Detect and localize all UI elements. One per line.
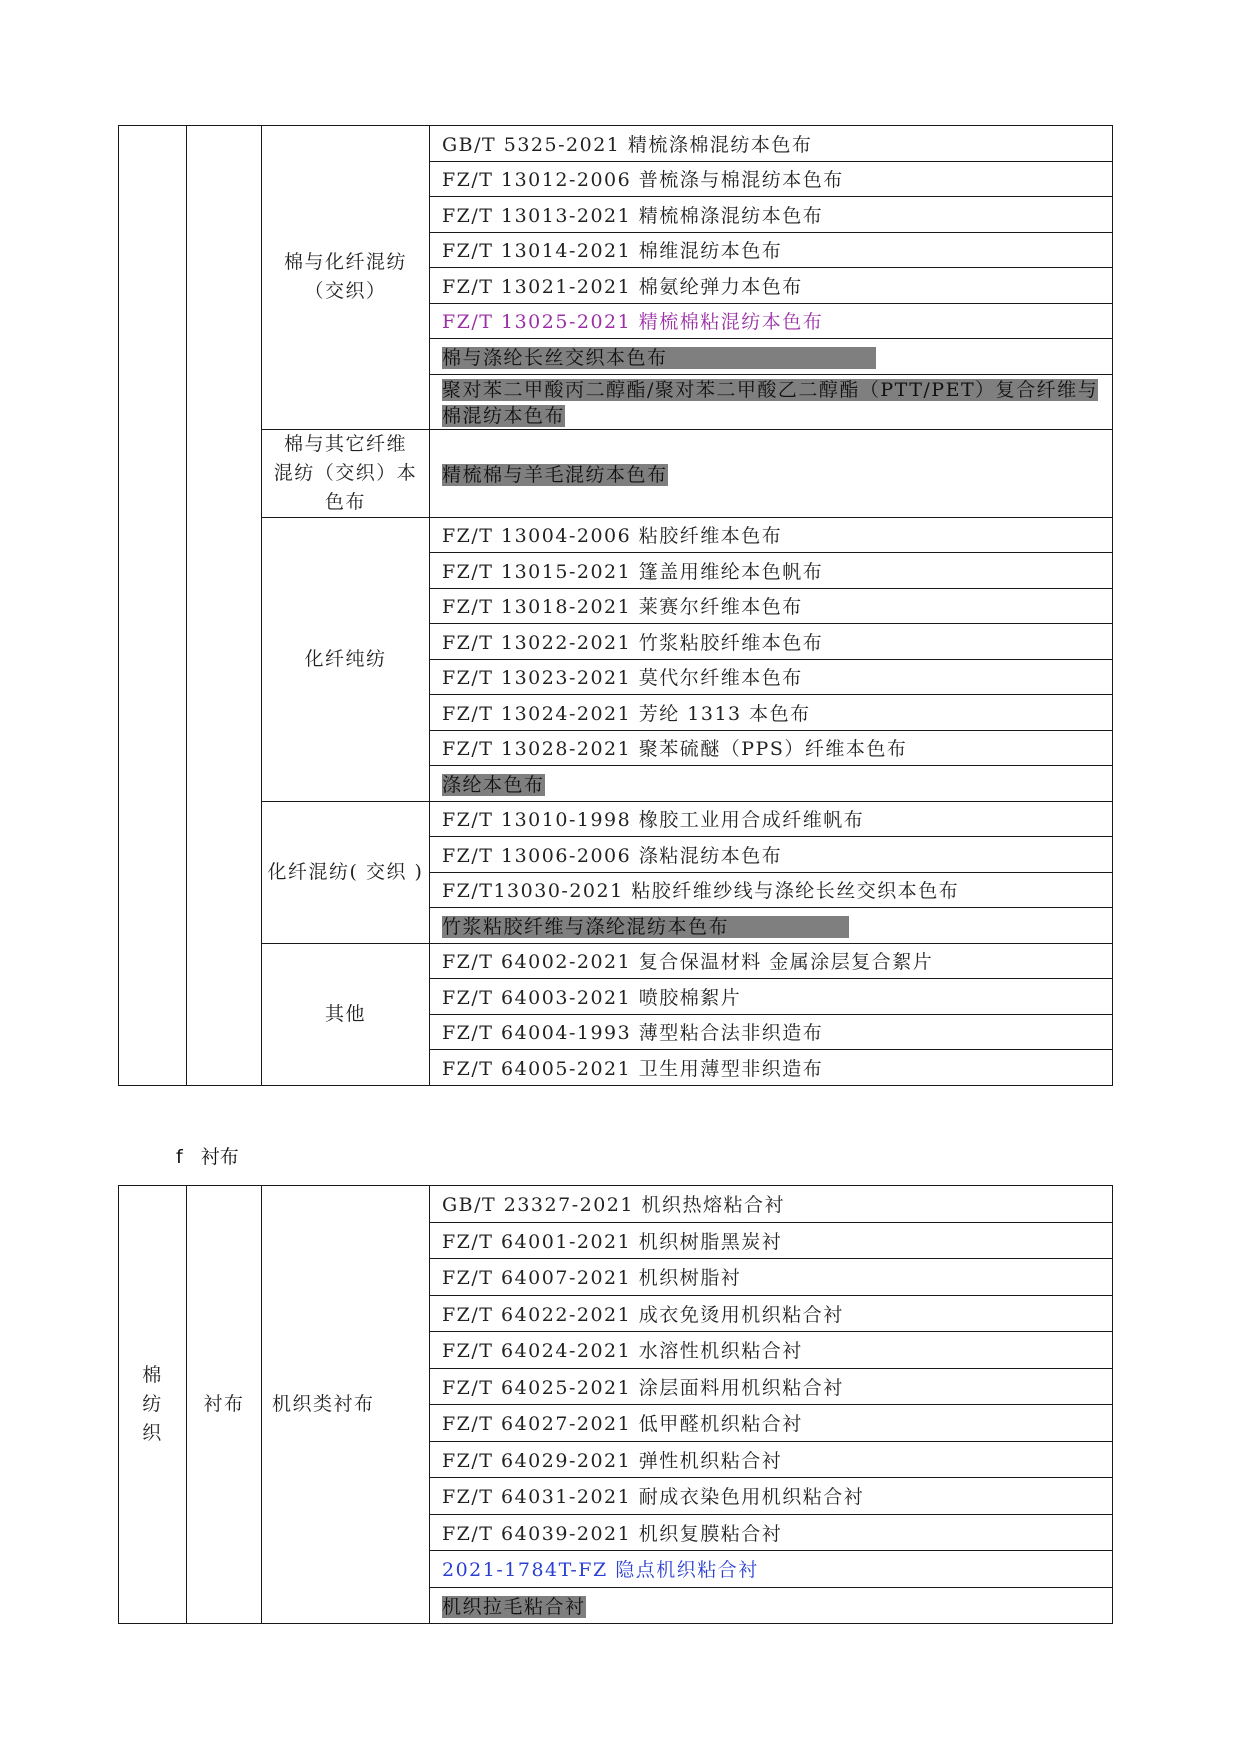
standard-cell: [430, 1186, 1113, 1223]
standard-cell: [430, 1295, 1113, 1332]
standard-text: 2021-1784T-FZ 隐点机织粘合衬: [442, 1559, 759, 1582]
category-cell-cotton: 棉 纺 织: [119, 1186, 187, 1624]
standard-text: FZ/T 64004-1993 薄型粘合法非织造布: [442, 1022, 824, 1045]
standard-cell: [430, 943, 1113, 979]
standard-text: FZ/T 13024-2021 芳纶 1313 本色布: [442, 702, 811, 725]
standard-cell: [430, 1551, 1113, 1588]
standard-cell: [430, 303, 1113, 339]
standard-cell: [430, 1368, 1113, 1405]
standard-cell: [430, 1514, 1113, 1551]
standard-cell: [430, 979, 1113, 1015]
category-cell: 棉与其它纤维 混纺（交织）本 色布: [262, 429, 430, 517]
standard-text: FZ/T 64029-2021 弹性机织粘合衬: [442, 1449, 783, 1472]
standard-cell: [430, 1050, 1113, 1086]
standard-text: FZ/T 13006-2006 涤粘混纺本色布: [442, 844, 783, 867]
standard-cell: [430, 730, 1113, 766]
standard-cell: [430, 1222, 1113, 1259]
standard-cell: [430, 126, 1113, 162]
standard-cell: [430, 1587, 1113, 1624]
standard-text: FZ/T 13018-2021 莱赛尔纤维本色布: [442, 596, 803, 619]
table-row: [119, 943, 1113, 979]
standard-text: 机织拉毛粘合衬: [442, 1595, 586, 1618]
standard-cell: [430, 1014, 1113, 1050]
standard-text: FZ/T 64024-2021 水溶性机织粘合衬: [442, 1340, 803, 1363]
empty-cell-col1: [119, 126, 187, 1086]
standard-text: FZ/T 64039-2021 机织复膜粘合衬: [442, 1522, 783, 1545]
standard-text: FZ/T 13015-2021 篷盖用维纶本色帆布: [442, 560, 824, 583]
category-cell: 化纤混纺( 交织 ): [262, 801, 430, 943]
standard-text: FZ/T 13025-2021 精梳棉粘混纺本色布: [442, 311, 824, 334]
standard-cell: [430, 1332, 1113, 1369]
table-row: [119, 1186, 1113, 1223]
standard-cell: [430, 1478, 1113, 1515]
standard-text: FZ/T 13010-1998 橡胶工业用合成纤维帆布: [442, 809, 865, 832]
category-cell: 其他: [262, 943, 430, 1085]
standard-cell: [430, 872, 1113, 908]
standard-text: FZ/T 64025-2021 涂层面料用机织粘合衬: [442, 1376, 844, 1399]
standard-text: FZ/T 13014-2021 棉维混纺本色布: [442, 240, 783, 263]
standard-cell: [430, 908, 1113, 944]
standard-text: FZ/T 64005-2021 卫生用薄型非织造布: [442, 1057, 824, 1080]
standard-text: 竹浆粘胶纤维与涤纶混纺本色布: [442, 916, 849, 938]
standard-text: 棉与涤纶长丝交织本色布: [442, 347, 876, 369]
standard-cell: [430, 624, 1113, 660]
standard-text: FZ/T 64027-2021 低甲醛机织粘合衬: [442, 1413, 803, 1436]
standard-text: FZ/T 64022-2021 成衣免烫用机织粘合衬: [442, 1303, 844, 1326]
standard-cell: [430, 553, 1113, 589]
standard-text: GB/T 5325-2021 精梳涤棉混纺本色布: [442, 133, 813, 156]
standards-table-2: [118, 1185, 1113, 1624]
standard-cell: [430, 268, 1113, 304]
standard-cell: [430, 695, 1113, 731]
standard-text: 聚对苯二甲酸丙二醇酯/聚对苯二甲酸乙二醇酯（PTT/PET）复合纤维与棉混纺本色布: [442, 378, 1099, 427]
standard-text: FZ/T 13028-2021 聚苯硫醚（PPS）纤维本色布: [442, 738, 908, 761]
standard-cell: [430, 659, 1113, 695]
table-row: [119, 517, 1113, 553]
category-cell-interlining: 衬布: [187, 1186, 262, 1624]
standard-cell: [430, 517, 1113, 553]
standard-cell: [430, 837, 1113, 873]
section-title: 衬布: [200, 1146, 239, 1168]
standard-cell: [430, 429, 1113, 517]
category-cell-woven: 机织类衬布: [262, 1186, 430, 1624]
standard-text: GB/T 23327-2021 机织热熔粘合衬: [442, 1194, 786, 1217]
standard-text: FZ/T13030-2021 粘胶纤维纱线与涤纶长丝交织本色布: [442, 880, 960, 903]
standard-cell: [430, 801, 1113, 837]
standard-text: 涤纶本色布: [442, 773, 545, 796]
standard-cell: [430, 588, 1113, 624]
table-row: [119, 801, 1113, 837]
standard-cell: [430, 197, 1113, 233]
standard-text: FZ/T 64007-2021 机织树脂衬: [442, 1267, 742, 1290]
standard-text: FZ/T 13021-2021 棉氨纶弹力本色布: [442, 275, 803, 298]
section-heading-f: [176, 1142, 239, 1169]
standard-text: FZ/T 64003-2021 喷胶棉絮片: [442, 986, 742, 1009]
standard-text: FZ/T 13004-2006 粘胶纤维本色布: [442, 525, 783, 548]
standard-cell: [430, 161, 1113, 197]
table-row: [119, 126, 1113, 162]
table-row: [119, 429, 1113, 517]
section-letter: f: [176, 1146, 183, 1168]
standard-cell: [430, 374, 1113, 429]
standard-text: FZ/T 64002-2021 复合保温材料 金属涂层复合絮片: [442, 951, 934, 974]
standard-cell: [430, 766, 1113, 802]
category-cell: 化纤纯纺: [262, 517, 430, 801]
category-cell: 棉与化纤混纺 （交织）: [262, 126, 430, 430]
standard-text: FZ/T 13022-2021 竹浆粘胶纤维本色布: [442, 631, 824, 654]
standard-text: FZ/T 64031-2021 耐成衣染色用机织粘合衬: [442, 1486, 865, 1509]
standard-cell: [430, 232, 1113, 268]
standard-text: FZ/T 13013-2021 精梳棉涤混纺本色布: [442, 204, 824, 227]
standard-cell: [430, 339, 1113, 375]
standard-cell: [430, 1441, 1113, 1478]
standard-text: FZ/T 13023-2021 莫代尔纤维本色布: [442, 667, 803, 690]
standard-cell: [430, 1259, 1113, 1296]
standard-text: FZ/T 13012-2006 普梳涤与棉混纺本色布: [442, 169, 844, 192]
empty-cell-col2: [187, 126, 262, 1086]
standard-text: FZ/T 64001-2021 机织树脂黑炭衬: [442, 1230, 783, 1253]
standards-table-1: [118, 125, 1113, 1086]
standard-text: 精梳棉与羊毛混纺本色布: [442, 463, 668, 486]
standard-cell: [430, 1405, 1113, 1442]
